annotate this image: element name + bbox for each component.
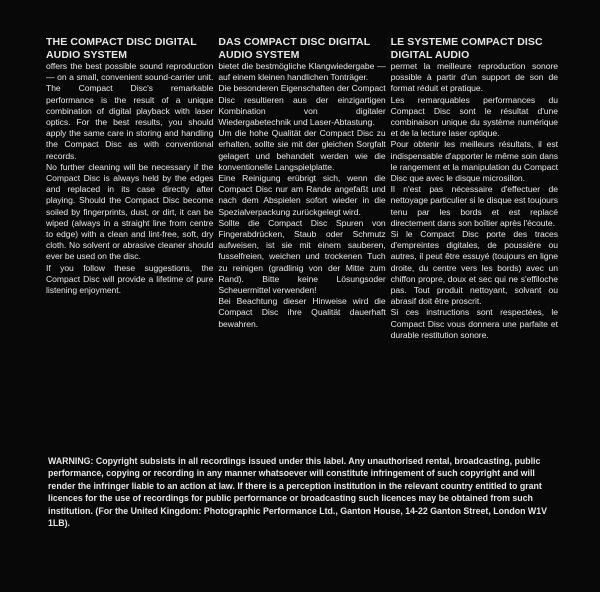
paragraph: offers the best possible sound reproduction — on a small, convenient sound-carrier unit. The Compact Disc's remarkable performance is the result of a unique combination of digital playback with laser optics. For the best results, you should apply the same care in storing and handling the Compact Disc as with conventional records. — [46, 61, 214, 161]
paragraph: Si le Compact Disc porte des traces d'empreintes digitales, de poussière ou autres, il peut être essuyé (toujours en ligne droite, du centre vers les bords) avec un chiffon propre, doux et sec qui ne s'effiloche pas. Tout produit nettoyant, solvant ou abrasif doit être proscrit. — [390, 229, 558, 307]
paragraph: Die besonderen Eigenschaften der Compact Disc resultieren aus der einzigartigen Kombination von digitaler Wiedergabetechnik und Laser-Abtastung. — [218, 83, 386, 128]
paragraph: Pour obtenir les meilleurs résultats, il est indispensable d'apporter le même soin dans le rangement et la manipulation du Compact Disc que avec le disque microsillon. — [390, 139, 558, 184]
paragraph: Sollte die Compact Disc Spuren von Fingerabdrücken, Staub oder Schmutz aufweisen, ist sie mit einem sauberen, fusselfreien, weichen und trockenen Tuch zu reinigen (gradlinig von der Mitte zum Rand). Bitte keine Lösungsoder Scheuermittel verwenden! — [218, 217, 386, 296]
copyright-warning: WARNING: Copyright subsists in all recordings issued under this label. Any unauthorised rental, broadcasting, public performance, copying or recording in any manner whatsoever will constitute infringement of such copyright and will render the infringer liable to an action at law. If there is a perception institution in the relevant country entitled to grant licences for the use of recordings for public performance or broadcasting such licences may be obtained from such institution. (For the United Kingdom: Photographic Performance Ltd., Ganton House, 14-22 Ganton Street, London W1V 1LB). — [48, 456, 547, 529]
column-title: DAS COMPACT DISC DIGITAL AUDIO SYSTEM — [218, 36, 371, 61]
paragraph: Les remarquables performances du Compact Disc sont le résultat d'une combinaison unique du système numérique et de la lecture laser optique. — [390, 94, 558, 139]
column-title: THE COMPACT DISC DIGITAL AUDIO SYSTEM — [46, 36, 197, 61]
paragraph: Il n'est pas nécessaire d'effectuer de nettoyage particulier si le disque est toujours tenu par les bords et est replacé directement dans son boîtier après l'écoute. — [390, 184, 558, 228]
column-french — [391, 36, 558, 341]
paragraph: Si ces instructions sont respectées, le Compact Disc vous donnera une parfaite et durable restitution sonore. — [390, 307, 558, 340]
paragraph: bietet die bestmögliche Klangwiedergabe — auf einem kleinen handlichen Tonträger. — [218, 61, 386, 83]
text-columns — [46, 36, 558, 341]
column-german — [218, 36, 385, 341]
paragraph: No further cleaning will be necessary if the Compact Disc is always held by the edges and replaced in its case directly after playing. Should the Compact Disc become soiled by fingerprints, dust, or dirt, it can be wiped (always in a straight line from centre to edge) with a clean and lint-free, soft, dry cloth. No solvent or abrasive cleaner should ever be used on the disc. — [46, 161, 214, 262]
paragraph: Um die hohe Qualität der Compact Disc zu erhalten, sollte sie mit der gleichen Sorgfalt gelagert und behandelt werden wie die konventionelle Langspielplatte. — [218, 128, 386, 172]
paragraph: Eine Reinigung erübrigt sich, wenn die Compact Disc nur am Rande angefaßt und nach dem Abspielen sofort wieder in die Spezialverpackung zurückgelegt wird. — [218, 173, 386, 217]
paragraph: Bei Beachtung dieser Hinweise wird die Compact Disc ihre Qualität dauerhaft bewahren. — [218, 296, 386, 329]
paragraph: permet la meilleure reproduction sonore possible à partir d'un support de son de format réduit et pratique. — [390, 61, 558, 94]
column-title: LE SYSTEME COMPACT DISC DIGITAL AUDIO — [390, 36, 543, 61]
column-english — [46, 36, 213, 341]
paragraph: If you follow these suggestions, the Compact Disc will provide a lifetime of pure listening enjoyment. — [46, 262, 214, 296]
